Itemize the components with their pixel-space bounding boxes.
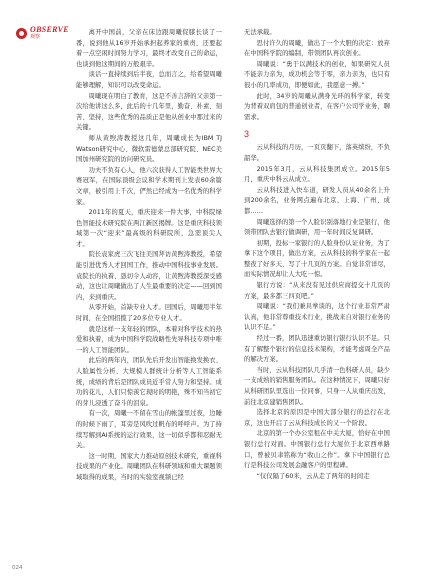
right-column	[244, 28, 390, 482]
paragraph: 周曦说：“勇于以满技术的创业，如果研究人员不能亲力亲为，成功机会等于零，亲力亲为，也只有很小的几率成功，即便如此，我愿意一搏。”	[244, 60, 390, 89]
paragraph: 此后的两年内，团队先后开发出智能换发换衣、人脸属性分析、大规模人群统计分析等人工智能系统，成绩的背后是团队成员近乎常人努力和坚持。成功的花儿，人们只惊羡它现时的明艳，殊不知当初它的芽儿浸透了奋斗的泪泉。	[76, 357, 222, 407]
paragraph: 云从科技进入快车道，研发人员从40余名上升到200余名，业务网点遍布北京、上海、广州、成都……	[244, 186, 390, 215]
paragraph: 这一时期，国家大力推动原创技术研究，重视科技成果的产业化。周曦团队在科研领域和重大课题领域取得的成果，当时的实验室视频已经	[76, 452, 222, 481]
paragraph: 从零开始，首缺专业人才。回国后，周曦用半年时间，在全国招揽了20多位专业人才。	[76, 304, 222, 323]
paragraph: 思付许久的周曦，做出了一个大胆的决定：放弃在中国科学院的编制，带领团队再次创业。	[244, 39, 390, 58]
paragraph: 有一次，周曦一不留在雪山的帐篷里过夜，边睡的时候下雨了，耳旁是风吹过帆布的呼呼声。为了持续写解到AI系统的运行效果，这一切似乎都和忍耐无关。	[76, 410, 222, 450]
paragraph: 师从黄煦涛教授这几年，周曦成长为IBM TJ Watson研究中心、微软雷德蒙总部研究院、NEC美国加州研究院的访问研究员。	[76, 134, 222, 164]
paragraph: 经过一番，团队迅速重访银行银行认识不足。只有了解整个银行的信息技术架构，才能考虑周全产品的解决方案。	[244, 335, 390, 364]
paragraph: 无法承载。	[244, 29, 276, 36]
paragraph: 选择北京的原因是中国大部分银行的总行在北京，这也开启了云从科技成长的又一个阶段。	[244, 409, 390, 427]
paragraph: 云从科技的月历，一页页翻下，落英缤纷，不负韶华。	[244, 144, 390, 162]
paragraph: 谈话一直持续到后半夜，总而言之，给希望周曦能够理解，知识可以改变命运。	[76, 71, 222, 89]
paragraph: 就是这样一支年轻的团队，本着对科学技术的热爱和执着，成为中国科学院战略性先导科技专项中唯一的人工智能团队。	[76, 325, 222, 354]
observe-logo-icon	[16, 28, 27, 39]
paragraph: “仅仅隔了60米，云从走了两年的时间走	[256, 472, 370, 480]
paragraph: 周曦选择的第一个人脸识别落地行业是银行，他领带团队去银行做调研，用一年时间反复调研。	[244, 218, 390, 237]
logo-title-en: OBSERVE	[30, 25, 69, 34]
logo-title-zh: 观察	[30, 34, 41, 40]
magazine-header	[16, 26, 69, 40]
paragraph: 离开中国前，父亲在床边跟周曦促膝长谈了一番，说到他从16岁开始承担起养家的重责，还要起着一点空闲时间努力学习，最终才改变自己的命运，也谈到他这期间的万般艰辛。	[76, 29, 222, 68]
paragraph: 院长袁家虎三次飞往美国拜访黄煦涛教授，希望能引进优秀人才回国工作，推动中国科技事业发展。袁院长的执着、恳切令人动容，让黄煦涛教授深受感动，这也让周曦做出了人生最重要的决定——回到国内，来到重庆。	[76, 251, 222, 301]
observe-logo	[30, 26, 69, 40]
paragraph: 周曦说：“我们兼具拳谈的，这个行业非常严肃认真，他非常尊重技术行业，挑战来自对银行业务的认识不足。”	[244, 303, 390, 332]
paragraph: 2015年3月，云从科技集团成立。2015年5月，重庆中科云从成立。	[244, 165, 390, 184]
paragraph: 周曦现在明白了教育，这是不善言辞的父亲第一次给他讲这么多，此后的十几年里，勤奋、朴素、刻苦、坚持，这些优秀的品质正是他从创业中那过来的关键。	[76, 92, 222, 132]
paragraph: 银行方说：“从来没有见过供应商提交十几页的方案，最多都三四页吧。”	[244, 282, 390, 300]
paragraph: 当时，云从科技团队几乎清一色科研人员，缺少一支成熟的销售服务团队。在这种情况下，周曦只好从科研团队里选出一位同事，只身一人从重庆出发，前往北京建销售团队。	[244, 366, 390, 406]
paragraph: 北京的第一个办公室租在中关大厦，恰好在中国银行总行对面。中国银行总行大厦位于北京西单路口，曾被贝聿铭称为“收山之作”。拿下中国银行总行是科技公司发展金融客户的里程碑。	[244, 430, 390, 470]
paragraph: 功夫不负有心人，他六次获得人工智能类世界大赛冠军，在国际顶级会议和学术期刊上发表60余篇文章，被引用上千次，俨然已经成为一名优秀的科学家。	[76, 166, 222, 206]
section-number: 3	[244, 129, 250, 140]
paragraph: 2011年的夏天，重庆迎来一件大事，中科院绿色智能技术研究院在两江新区揭牌。这是重庆科技领域第一次“迎来”最高级的科研院所，急需顶尖人才。	[76, 209, 222, 248]
paragraph: 初期，投标一家银行的人脸身份认证业务，为了拿下这个项目，做出方案，云从科技的科学家在一起整夜了好多天，写了十几页的方案。自觉非常详尽，而实际情况却让人大吃一惊。	[244, 239, 390, 279]
page-number: 024	[12, 565, 23, 571]
paragraph: 此时，34岁的周曦从满身光环的科学家，转变为背着双肩包的普通创业者，在客户公司学业务，聊需求。	[244, 92, 390, 121]
left-column	[76, 28, 222, 484]
